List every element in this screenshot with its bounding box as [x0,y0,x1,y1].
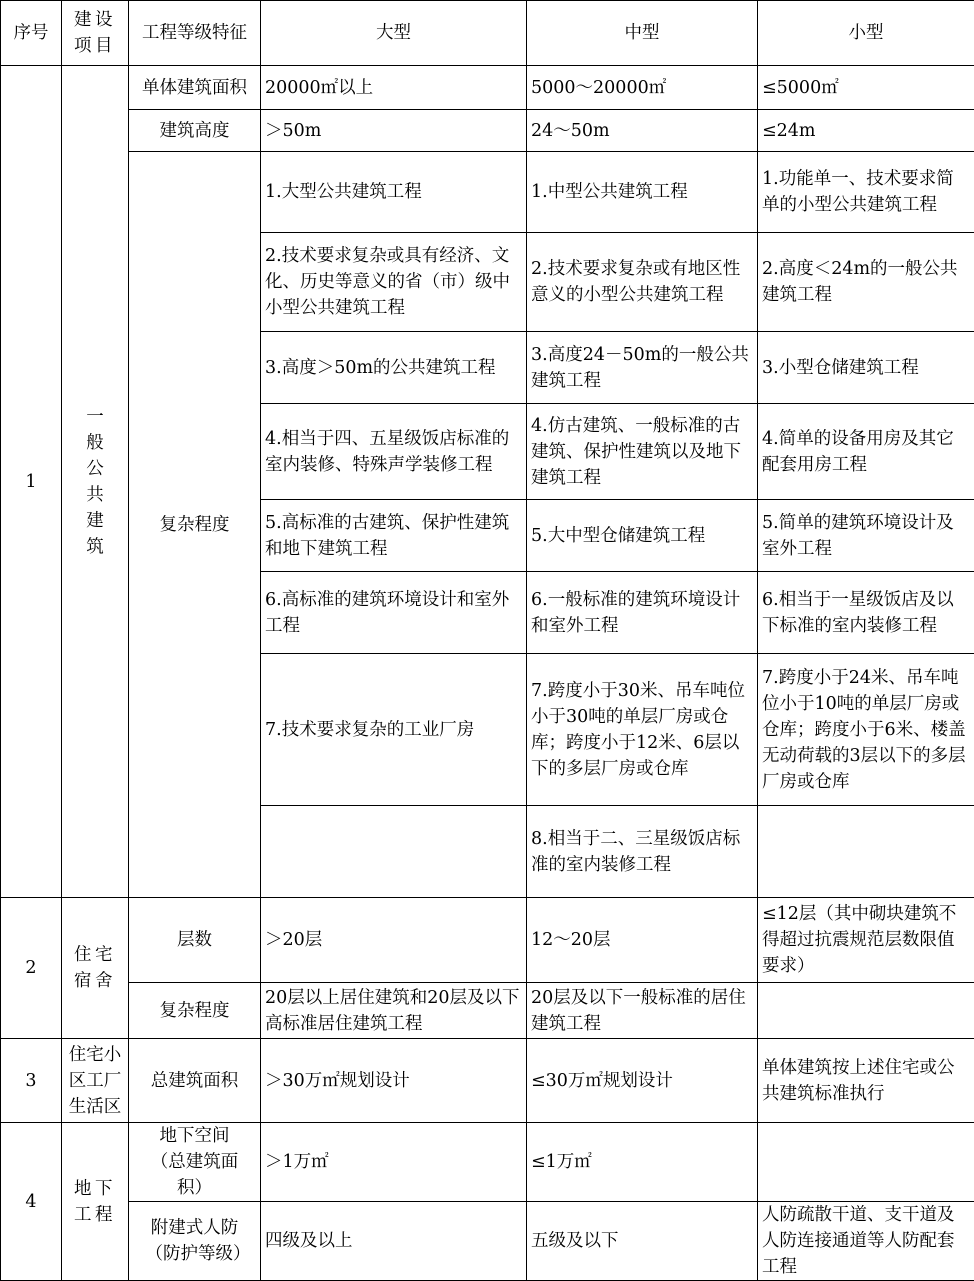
feature-cell: 复杂程度 [129,983,261,1039]
large-cell: 四级及以上 [261,1202,527,1281]
group-project: 一般公共建筑 [62,66,129,898]
small-cell: 4.简单的设备用房及其它配套用房工程 [758,404,974,500]
medium-cell: ≤1万㎡ [527,1123,758,1202]
header-row [1,1,974,66]
large-cell: 20000㎡以上 [261,66,527,110]
feature-cell: 单体建筑面积 [129,66,261,110]
small-cell [758,1123,974,1202]
small-cell: 3.小型仓储建筑工程 [758,332,974,404]
large-cell [261,806,527,898]
medium-cell: 5.大中型仓储建筑工程 [527,500,758,572]
group-seq: 4 [1,1123,62,1281]
medium-cell: 7.跨度小于30米、吊车吨位小于30吨的单层厂房或仓库；跨度小于12米、6层以下的多层厂房或仓库 [527,654,758,806]
medium-cell: 8.相当于二、三星级饭店标准的室内装修工程 [527,806,758,898]
medium-cell: 1.中型公共建筑工程 [527,152,758,233]
medium-cell: 24～50m [527,110,758,152]
medium-cell: 五级及以下 [527,1202,758,1281]
small-cell: 2.高度＜24m的一般公共建筑工程 [758,233,974,332]
medium-cell: 4.仿古建筑、一般标准的古建筑、保护性建筑以及地下建筑工程 [527,404,758,500]
small-cell: 6.相当于一星级饭店及以下标准的室内装修工程 [758,572,974,654]
large-cell: 3.高度＞50m的公共建筑工程 [261,332,527,404]
medium-cell: 3.高度24－50m的一般公共建筑工程 [527,332,758,404]
feature-cell: 复杂程度 [129,152,261,898]
feature-cell: 总建筑面积 [129,1039,261,1123]
table-row [1,1202,974,1281]
large-cell: ＞50m [261,110,527,152]
table-row [1,152,974,233]
large-cell: 20层以上居住建筑和20层及以下高标准居住建筑工程 [261,983,527,1039]
medium-cell: ≤30万㎡规划设计 [527,1039,758,1123]
medium-cell: 2.技术要求复杂或有地区性意义的小型公共建筑工程 [527,233,758,332]
medium-cell: 6.一般标准的建筑环境设计和室外工程 [527,572,758,654]
group-project: 住宅小区工厂生活区 [62,1039,129,1123]
large-cell: 5.高标准的古建筑、保护性建筑和地下建筑工程 [261,500,527,572]
large-cell: ＞30万㎡规划设计 [261,1039,527,1123]
small-cell: 5.简单的建筑环境设计及室外工程 [758,500,974,572]
large-cell: 4.相当于四、五星级饭店标准的室内装修、特殊声学装修工程 [261,404,527,500]
small-cell: 人防疏散干道、支干道及人防连接通道等人防配套工程 [758,1202,974,1281]
large-cell: ＞20层 [261,898,527,983]
header-seq: 序号 [1,1,62,66]
table-row [1,983,974,1039]
feature-cell: 地下空间（总建筑面积） [129,1123,261,1202]
small-cell: ≤5000㎡ [758,66,974,110]
large-cell: ＞1万㎡ [261,1123,527,1202]
table-row [1,1123,974,1202]
group-project: 住宅宿舍 [62,898,129,1039]
small-cell [758,983,974,1039]
medium-cell: 20层及以下一般标准的居住建筑工程 [527,983,758,1039]
large-cell: 1.大型公共建筑工程 [261,152,527,233]
small-cell: ≤12层（其中砌块建筑不得超过抗震规范层数限值要求） [758,898,974,983]
header-project: 建设项目 [62,1,129,66]
group-seq: 2 [1,898,62,1039]
group-project: 地下工程 [62,1123,129,1281]
small-cell: 7.跨度小于24米、吊车吨位小于10吨的单层厂房或仓库；跨度小于6米、楼盖无动荷载的3层以下的多层厂房或仓库 [758,654,974,806]
feature-cell: 附建式人防（防护等级） [129,1202,261,1281]
header-large: 大型 [261,1,527,66]
medium-cell: 12～20层 [527,898,758,983]
large-cell: 2.技术要求复杂或具有经济、文化、历史等意义的省（市）级中小型公共建筑工程 [261,233,527,332]
table-row [1,1039,974,1123]
large-cell: 7.技术要求复杂的工业厂房 [261,654,527,806]
medium-cell: 5000～20000㎡ [527,66,758,110]
large-cell: 6.高标准的建筑环境设计和室外工程 [261,572,527,654]
feature-cell: 层数 [129,898,261,983]
header-feature: 工程等级特征 [129,1,261,66]
small-cell: 单体建筑按上述住宅或公共建筑标准执行 [758,1039,974,1123]
header-small: 小型 [758,1,974,66]
group-seq: 1 [1,66,62,898]
small-cell: 1.功能单一、技术要求简单的小型公共建筑工程 [758,152,974,233]
small-cell: ≤24m [758,110,974,152]
header-medium: 中型 [527,1,758,66]
feature-cell: 建筑高度 [129,110,261,152]
table-row [1,110,974,152]
small-cell [758,806,974,898]
table-row [1,898,974,983]
table-row [1,66,974,110]
group-seq: 3 [1,1039,62,1123]
